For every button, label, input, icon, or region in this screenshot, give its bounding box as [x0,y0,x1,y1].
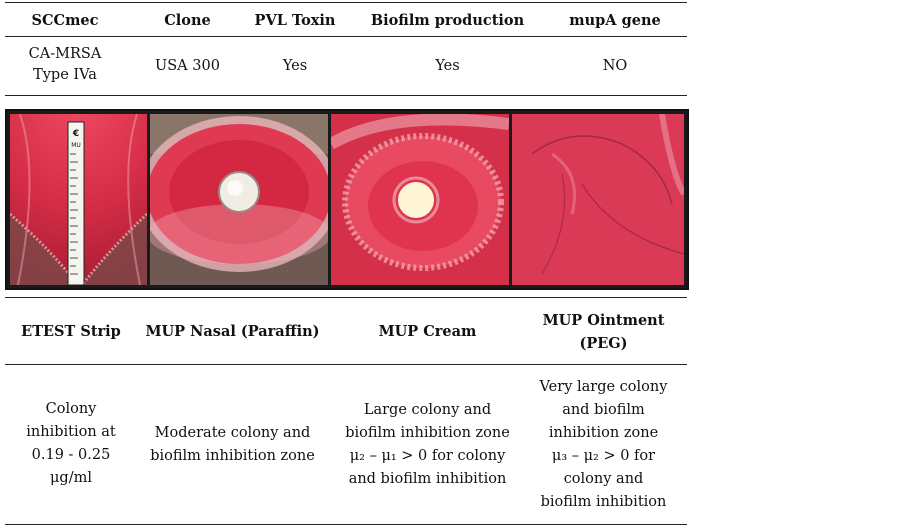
agar-plate-photos [5,109,689,290]
header-biofilm-production: Biofilm production [370,12,525,29]
cell-biofilm-production: Yes [435,58,460,74]
bottom-table-header-rule [5,364,687,365]
header-rule [5,36,687,37]
photo-mup-nasal [150,114,328,285]
etest-strip-label: MU [71,142,81,149]
cell-pvl-toxin: Yes [282,58,308,74]
photo-etest-strip [10,114,147,285]
cell-sccmec: CA-MRSA Type IVa [28,46,102,83]
cell-mup-cream: Large colony and biofilm inhibition zone μ₂ – μ₁ > 0 for colony and biofilm inhibition [345,402,510,487]
header-clone: Clone [164,12,211,29]
cell-mup-nasal: Moderate colony and biofilm inhibition zone [150,425,315,464]
svg-text:€: € [72,129,80,139]
top-rule [5,2,687,3]
cell-mupa-gene: NO [602,58,628,74]
header-pvl-toxin: PVL Toxin [254,12,336,29]
header-mup-ointment: MUP Ointment (PEG) [542,312,665,352]
bottom-table-top-rule [5,297,687,298]
header-sccmec: SCCmec [31,12,99,29]
photo-mup-cream [331,114,509,285]
photo-mup-ointment [512,114,684,285]
header-mup-cream: MUP Cream [378,323,477,340]
header-etest-strip: ETEST Strip [21,323,121,340]
cell-mup-ointment: Very large colony and biofilm inhibition zone μ₃ – μ₂ > 0 for colony and biofilm inhibition [539,379,668,510]
header-mupa-gene: mupA gene [569,12,661,29]
bottom-rule [5,524,687,525]
cell-clone: USA 300 [155,58,220,74]
cell-etest-strip: Colony inhibition at 0.19 - 0.25 μg/ml [26,401,116,486]
top-table-bottom-rule [5,95,687,96]
header-mup-nasal: MUP Nasal (Paraffin) [145,323,320,340]
